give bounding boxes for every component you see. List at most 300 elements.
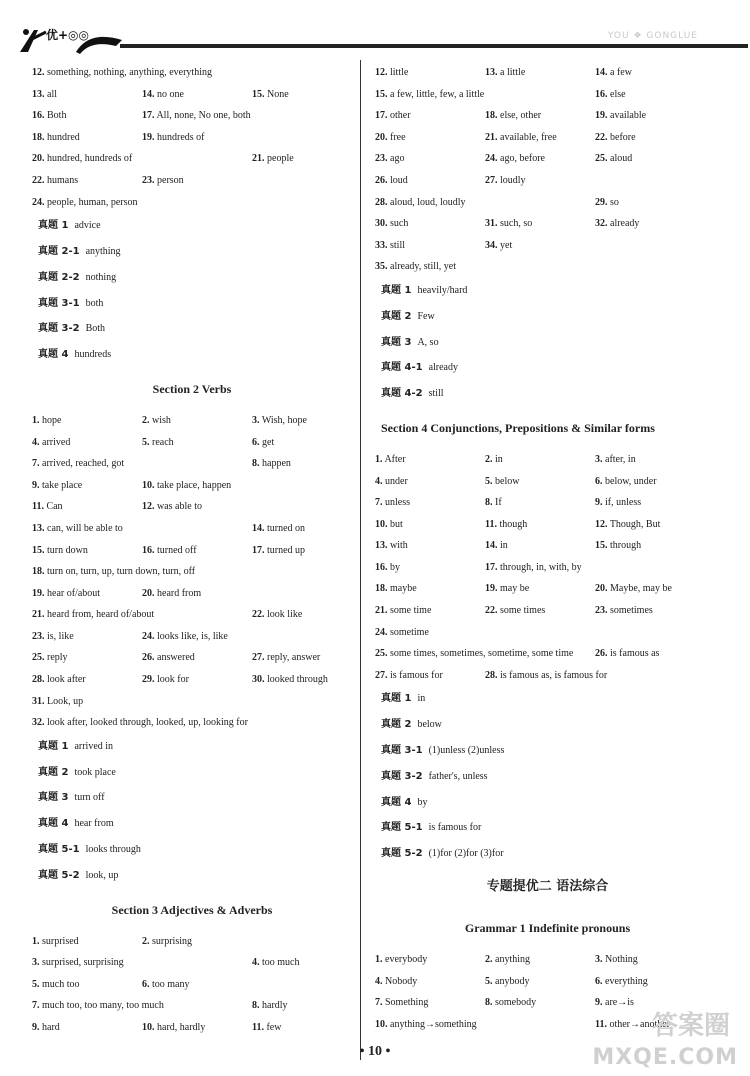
answer-item bbox=[595, 471, 657, 493]
answer-item bbox=[485, 449, 503, 471]
real-exam-label: 真题 5-1 bbox=[38, 844, 80, 856]
item-number: 21. bbox=[485, 131, 498, 143]
item-number: 29. bbox=[142, 674, 155, 686]
answer-row bbox=[375, 213, 720, 235]
real-exam-label: 真题 2-2 bbox=[38, 271, 80, 283]
real-exam-label: 真题 3 bbox=[381, 336, 412, 348]
answer-item bbox=[375, 971, 417, 993]
item-number: 31. bbox=[32, 695, 45, 707]
item-answer: aloud, loud, loudly bbox=[390, 196, 466, 208]
real-exam-row bbox=[32, 316, 352, 342]
item-answer: somebody bbox=[495, 997, 537, 1009]
answer-item bbox=[142, 669, 189, 691]
item-number: 18. bbox=[32, 566, 45, 578]
item-answer: After bbox=[384, 453, 406, 465]
watermark-cn: 答案圈 bbox=[651, 1011, 730, 1041]
item-number: 7. bbox=[32, 458, 40, 470]
item-answer: in bbox=[500, 540, 508, 552]
answer-item bbox=[375, 492, 410, 514]
answer-item bbox=[142, 540, 197, 562]
real-exam-answer: by bbox=[417, 796, 428, 808]
item-number: 27. bbox=[252, 652, 265, 664]
item-number: 19. bbox=[32, 587, 45, 599]
answer-row bbox=[32, 712, 352, 734]
item-number: 32. bbox=[595, 218, 608, 230]
item-answer: a few, little, few, a little bbox=[390, 88, 485, 100]
item-number: 3. bbox=[252, 414, 260, 426]
answer-item bbox=[485, 213, 532, 235]
answer-item bbox=[375, 643, 573, 665]
item-number: 18. bbox=[32, 131, 45, 143]
item-answer: else, other bbox=[500, 110, 542, 122]
real-exam-row bbox=[375, 304, 720, 330]
real-exam-row bbox=[32, 734, 352, 760]
page-number: • 10 • bbox=[359, 1044, 391, 1059]
answer-row bbox=[375, 105, 720, 127]
answer-item bbox=[142, 626, 228, 648]
item-answer: take place, happen bbox=[157, 479, 232, 491]
item-answer: may be bbox=[500, 583, 530, 595]
answer-item bbox=[32, 62, 212, 84]
item-number: 26. bbox=[375, 174, 388, 186]
answer-item bbox=[375, 105, 411, 127]
answer-row bbox=[375, 471, 720, 493]
answer-row bbox=[375, 492, 720, 514]
answer-item bbox=[375, 992, 428, 1014]
item-answer: hundreds of bbox=[157, 131, 205, 143]
answer-item bbox=[485, 557, 582, 579]
item-answer: below, under bbox=[605, 475, 657, 487]
real-exam-row bbox=[375, 330, 720, 356]
answer-item bbox=[485, 62, 525, 84]
real-exam-group bbox=[32, 734, 352, 889]
item-number: 20. bbox=[142, 587, 155, 599]
item-answer: free bbox=[390, 131, 406, 143]
item-answer: get bbox=[262, 436, 275, 448]
answer-row bbox=[32, 647, 352, 669]
answer-item bbox=[485, 127, 557, 149]
answer-item bbox=[485, 148, 545, 170]
page-header bbox=[0, 0, 750, 60]
item-number: 3. bbox=[595, 954, 603, 966]
item-number: 30. bbox=[375, 218, 388, 230]
answer-item bbox=[32, 410, 61, 432]
item-number: 10. bbox=[142, 1022, 155, 1033]
item-answer: look for bbox=[157, 674, 189, 686]
answer-item bbox=[32, 626, 74, 648]
answer-item bbox=[375, 148, 404, 170]
item-answer: but bbox=[390, 518, 403, 530]
item-number: 6. bbox=[595, 975, 603, 987]
item-answer: too much bbox=[262, 957, 300, 969]
answer-item bbox=[375, 62, 408, 84]
item-answer: is famous as bbox=[610, 648, 660, 660]
item-answer: All, none, No one, both bbox=[156, 110, 251, 122]
item-answer: below bbox=[495, 475, 520, 487]
real-exam-label: 真题 4 bbox=[381, 796, 412, 808]
item-answer: happen bbox=[262, 458, 291, 470]
item-answer: a few bbox=[610, 67, 632, 78]
answer-item bbox=[485, 665, 607, 687]
item-answer: little bbox=[390, 67, 409, 78]
real-exam-label: 真题 2-1 bbox=[38, 245, 80, 257]
item-number: 17. bbox=[485, 561, 498, 573]
item-answer: hard, hardly bbox=[157, 1022, 206, 1033]
answer-item bbox=[142, 432, 174, 454]
item-number: 4. bbox=[252, 957, 260, 969]
item-answer: anybody bbox=[495, 975, 530, 987]
item-number: 28. bbox=[32, 674, 45, 686]
answer-item bbox=[485, 514, 527, 536]
answer-row bbox=[375, 148, 720, 170]
real-exam-label: 真题 5-2 bbox=[38, 869, 80, 881]
item-number: 2. bbox=[485, 453, 493, 465]
real-exam-answer: turn off bbox=[74, 792, 105, 804]
item-answer: look after, looked through, looked, up, looking for bbox=[47, 717, 248, 729]
item-number: 12. bbox=[595, 518, 608, 530]
item-number: 15. bbox=[595, 540, 608, 552]
real-exam-answer: looks through bbox=[85, 844, 141, 856]
answer-row bbox=[375, 84, 720, 106]
answer-item bbox=[485, 105, 541, 127]
item-number: 10. bbox=[375, 1018, 388, 1030]
answer-row bbox=[32, 62, 352, 84]
answer-item bbox=[32, 647, 68, 669]
real-exam-row bbox=[32, 785, 352, 811]
item-answer: looked through bbox=[267, 674, 328, 686]
item-answer: unless bbox=[385, 497, 410, 509]
answer-item bbox=[595, 105, 646, 127]
answer-item bbox=[252, 995, 288, 1017]
answer-item bbox=[142, 1017, 205, 1039]
answer-item bbox=[252, 84, 289, 106]
real-exam-label: 真题 5-2 bbox=[381, 848, 423, 860]
item-answer: hard bbox=[42, 1022, 60, 1033]
answer-item bbox=[375, 665, 443, 687]
item-answer: some time bbox=[390, 605, 432, 617]
grammar-1-title: Grammar 1 Indefinite pronouns bbox=[464, 921, 631, 936]
item-answer: ago, before bbox=[500, 153, 545, 165]
answer-row bbox=[32, 496, 352, 518]
answer-item bbox=[485, 492, 502, 514]
answer-item bbox=[375, 213, 408, 235]
answer-item bbox=[375, 514, 403, 536]
real-exam-row bbox=[375, 355, 720, 381]
real-exam-row bbox=[375, 790, 720, 816]
answer-item bbox=[142, 84, 184, 106]
item-answer: though bbox=[499, 518, 528, 530]
real-exam-answer: A, so bbox=[417, 336, 439, 348]
item-answer: by bbox=[390, 561, 400, 573]
item-number: 18. bbox=[485, 110, 498, 122]
item-answer: such, so bbox=[500, 218, 533, 230]
item-answer: still bbox=[390, 239, 406, 251]
answer-row bbox=[375, 665, 720, 687]
real-exam-label: 真题 1 bbox=[381, 284, 412, 296]
answer-item bbox=[595, 643, 659, 665]
answer-row bbox=[375, 449, 720, 471]
item-answer: with bbox=[390, 540, 408, 552]
answer-row bbox=[375, 600, 720, 622]
item-answer: loudly bbox=[500, 174, 526, 186]
answer-row bbox=[375, 578, 720, 600]
real-exam-group bbox=[375, 686, 720, 867]
item-answer: surprised, surprising bbox=[42, 957, 124, 969]
item-number: 10. bbox=[142, 479, 155, 491]
item-number: 25. bbox=[32, 652, 45, 664]
real-exam-row bbox=[375, 815, 720, 841]
answer-item bbox=[375, 622, 429, 644]
item-number: 2. bbox=[142, 414, 150, 426]
item-answer: Though, But bbox=[609, 518, 661, 530]
answer-item bbox=[142, 105, 251, 127]
real-exam-row bbox=[375, 712, 720, 738]
item-answer: if, unless bbox=[605, 497, 642, 509]
real-exam-row bbox=[32, 342, 352, 368]
item-number: 3. bbox=[32, 957, 40, 969]
item-answer: available bbox=[610, 110, 647, 122]
item-answer: ago bbox=[390, 153, 405, 165]
real-exam-label: 真题 2 bbox=[381, 310, 412, 322]
item-answer: take place bbox=[42, 479, 83, 491]
answer-item bbox=[375, 578, 417, 600]
answer-item bbox=[595, 492, 641, 514]
answer-item bbox=[32, 952, 124, 974]
item-answer: yet bbox=[500, 239, 513, 251]
item-answer: If bbox=[495, 497, 502, 509]
item-answer: no one bbox=[157, 88, 184, 100]
real-exam-row bbox=[32, 239, 352, 265]
item-number: 8. bbox=[252, 1000, 260, 1012]
answer-row bbox=[32, 583, 352, 605]
item-answer: few bbox=[266, 1022, 282, 1033]
item-answer: so bbox=[610, 196, 619, 208]
item-number: 30. bbox=[252, 674, 265, 686]
item-answer: arrived, reached, got bbox=[42, 458, 125, 470]
item-number: 28. bbox=[485, 669, 498, 681]
item-answer: Look, up bbox=[47, 695, 84, 707]
answer-item bbox=[595, 971, 648, 993]
item-number: 6. bbox=[142, 978, 150, 990]
answer-item bbox=[32, 496, 63, 518]
item-answer: hundred bbox=[47, 131, 80, 143]
real-exam-answer: already bbox=[428, 362, 458, 374]
real-exam-answer: in bbox=[417, 693, 426, 705]
answer-item bbox=[32, 712, 248, 734]
item-answer: other→another bbox=[609, 1018, 670, 1030]
answer-item bbox=[375, 535, 408, 557]
item-answer: answered bbox=[157, 652, 195, 664]
answer-item bbox=[32, 561, 195, 583]
answer-item bbox=[252, 410, 307, 432]
item-number: 13. bbox=[32, 88, 45, 100]
item-answer: hope bbox=[42, 414, 62, 426]
real-exam-answer: (1)unless (2)unless bbox=[428, 745, 505, 757]
answer-item bbox=[32, 432, 70, 454]
real-exam-answer: both bbox=[85, 297, 104, 309]
item-answer: Wish, hope bbox=[261, 414, 307, 426]
answer-item bbox=[595, 84, 626, 106]
real-exam-answer: still bbox=[428, 388, 444, 400]
header-tag: YOU ❖ GONGLUE bbox=[607, 31, 698, 41]
answer-item bbox=[32, 995, 164, 1017]
answer-row bbox=[32, 432, 352, 454]
item-number: 7. bbox=[375, 997, 383, 1009]
real-exam-row bbox=[375, 764, 720, 790]
item-answer: turned up bbox=[267, 544, 306, 556]
answer-row bbox=[375, 192, 720, 214]
item-answer: Can bbox=[46, 501, 63, 513]
item-answer: Both bbox=[47, 110, 67, 122]
answer-item bbox=[252, 952, 300, 974]
item-answer: person bbox=[157, 174, 184, 186]
answer-item bbox=[32, 540, 88, 562]
answer-item bbox=[595, 62, 632, 84]
answer-item bbox=[252, 669, 328, 691]
item-number: 20. bbox=[32, 153, 45, 165]
item-number: 9. bbox=[595, 997, 603, 1009]
item-answer: after, in bbox=[605, 453, 636, 465]
item-number: 14. bbox=[485, 540, 498, 552]
real-exam-row bbox=[32, 213, 352, 239]
answer-item bbox=[485, 992, 536, 1014]
answer-item bbox=[252, 148, 294, 170]
real-exam-label: 真题 4-2 bbox=[381, 388, 423, 400]
answer-item bbox=[485, 471, 519, 493]
item-answer: hundred, hundreds of bbox=[47, 153, 133, 165]
item-number: 23. bbox=[142, 174, 155, 186]
item-number: 12. bbox=[32, 67, 45, 78]
answer-item bbox=[142, 931, 192, 953]
answer-row bbox=[32, 604, 352, 626]
brand-logo-text: 优+◎◎ bbox=[46, 28, 89, 42]
item-number: 25. bbox=[595, 153, 608, 165]
real-exam-label: 真题 3-1 bbox=[381, 745, 423, 757]
item-number: 9. bbox=[595, 497, 603, 509]
real-exam-label: 真题 4-1 bbox=[381, 362, 423, 374]
item-number: 33. bbox=[375, 239, 388, 251]
item-number: 17. bbox=[252, 544, 265, 556]
item-answer: some times, sometimes, sometime, some time bbox=[390, 648, 574, 660]
item-answer: people, human, person bbox=[47, 196, 138, 208]
item-answer: under bbox=[385, 475, 408, 487]
item-number: 7. bbox=[32, 1000, 40, 1012]
item-number: 16. bbox=[142, 544, 155, 556]
item-number: 26. bbox=[142, 652, 155, 664]
item-number: 29. bbox=[595, 196, 608, 208]
answer-item bbox=[485, 578, 529, 600]
item-answer: is famous as, is famous for bbox=[500, 669, 608, 681]
answer-row bbox=[32, 540, 352, 562]
item-answer: already, still, yet bbox=[390, 261, 456, 273]
item-number: 9. bbox=[32, 1022, 40, 1033]
item-answer: through, in, with, by bbox=[500, 561, 582, 573]
answer-item bbox=[485, 600, 545, 622]
answer-item bbox=[595, 949, 638, 971]
answer-row bbox=[32, 561, 352, 583]
answer-row bbox=[375, 557, 720, 579]
answer-row bbox=[32, 931, 352, 953]
real-exam-answer: Few bbox=[417, 310, 435, 322]
item-number: 2. bbox=[142, 935, 150, 947]
item-number: 22. bbox=[32, 174, 45, 186]
answer-row bbox=[375, 514, 720, 536]
item-number: 1. bbox=[375, 954, 383, 966]
item-number: 13. bbox=[375, 540, 388, 552]
item-answer: sometime bbox=[390, 626, 429, 638]
item-answer: much too, too many, too much bbox=[42, 1000, 164, 1012]
item-answer: sometimes bbox=[610, 605, 653, 617]
answer-item bbox=[252, 453, 291, 475]
real-exam-row bbox=[32, 265, 352, 291]
left-column bbox=[32, 62, 352, 1039]
answer-item bbox=[32, 148, 132, 170]
answer-item bbox=[32, 475, 82, 497]
answer-item bbox=[142, 583, 201, 605]
real-exam-row bbox=[32, 863, 352, 889]
answer-row bbox=[375, 127, 720, 149]
item-answer: turned on bbox=[267, 522, 306, 534]
answer-item bbox=[32, 84, 57, 106]
answer-item bbox=[485, 235, 512, 257]
item-answer: people bbox=[267, 153, 294, 165]
item-number: 8. bbox=[485, 497, 493, 509]
real-exam-answer: hear from bbox=[74, 818, 114, 830]
item-answer: are→is bbox=[605, 997, 634, 1009]
item-answer: some times bbox=[500, 605, 546, 617]
real-exam-answer: (1)for (2)for (3)for bbox=[428, 848, 504, 860]
answer-item bbox=[485, 170, 526, 192]
answer-group bbox=[375, 62, 720, 278]
real-exam-answer: below bbox=[417, 719, 442, 731]
answer-row bbox=[32, 995, 352, 1017]
item-number: 22. bbox=[252, 609, 265, 621]
answer-item bbox=[595, 213, 639, 235]
answer-row bbox=[32, 192, 352, 214]
real-exam-label: 真题 3 bbox=[38, 792, 69, 804]
item-number: 12. bbox=[142, 501, 155, 513]
answer-row bbox=[32, 1017, 352, 1039]
answer-item bbox=[595, 514, 660, 536]
item-number: 23. bbox=[375, 153, 388, 165]
item-answer: before bbox=[610, 131, 636, 143]
item-number: 17. bbox=[142, 110, 155, 122]
answer-item bbox=[595, 600, 653, 622]
item-number: 20. bbox=[595, 583, 608, 595]
answer-item bbox=[252, 604, 302, 626]
item-answer: humans bbox=[47, 174, 79, 186]
item-number: 19. bbox=[142, 131, 155, 143]
item-number: 1. bbox=[375, 453, 383, 465]
real-exam-row bbox=[375, 738, 720, 764]
column-divider bbox=[360, 60, 361, 1060]
item-answer: other bbox=[390, 110, 411, 122]
answer-row bbox=[32, 453, 352, 475]
item-answer: surprising bbox=[152, 935, 192, 947]
item-answer: much too bbox=[42, 978, 80, 990]
item-number: 10. bbox=[375, 518, 388, 530]
real-exam-answer: Both bbox=[85, 323, 106, 335]
answer-item bbox=[595, 578, 672, 600]
real-exam-answer: anything bbox=[85, 245, 121, 257]
item-number: 9. bbox=[32, 479, 40, 491]
answer-item bbox=[252, 518, 305, 540]
item-answer: reach bbox=[152, 436, 174, 448]
answer-row bbox=[32, 518, 352, 540]
item-number: 32. bbox=[32, 717, 45, 729]
item-number: 1. bbox=[32, 414, 40, 426]
item-number: 11. bbox=[252, 1022, 264, 1033]
